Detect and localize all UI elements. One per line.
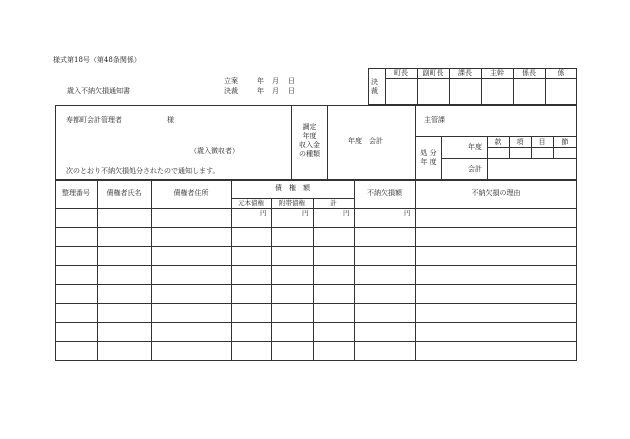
- yen-total: 円: [343, 209, 350, 217]
- role-senior-staff: 主幹: [490, 69, 504, 77]
- disposal-account-label: 会計: [468, 165, 482, 173]
- document-title: 歳入不納欠損通知書: [67, 87, 130, 95]
- revenue-label-3: 収入金: [299, 141, 320, 149]
- notice-text: 次のとおり不納欠損処分されたので通知します。: [66, 167, 220, 175]
- yen-incidental: 円: [302, 209, 309, 217]
- header-claim-amount: 債 権 額: [275, 184, 310, 192]
- yen-principal: 円: [260, 209, 267, 217]
- form-number: 様式第18号（第48条関係）: [53, 56, 141, 64]
- draft-day-unit: 日: [288, 77, 295, 85]
- code-kan: 款: [494, 138, 502, 146]
- code-moku: 目: [538, 138, 546, 146]
- decide-label: 決裁: [224, 87, 238, 95]
- yen-loss: 円: [404, 209, 411, 217]
- decide-day-unit: 日: [288, 87, 295, 95]
- code-kou: 項: [516, 138, 524, 146]
- role-unit-chief: 係長: [522, 69, 536, 77]
- decide-month-unit: 月: [272, 87, 279, 95]
- disposal-year-label: 年度: [468, 143, 482, 151]
- header-debtor-address: 債権者住所: [173, 189, 209, 197]
- draft-label: 立案: [224, 77, 238, 85]
- header-total: 計: [330, 199, 337, 207]
- revenue-label-2: 年度: [302, 132, 317, 140]
- approval-label: 決裁: [371, 78, 378, 95]
- role-section-chief: 課長: [458, 69, 472, 77]
- header-number: 整理番号: [62, 189, 90, 197]
- header-debtor-name: 債権者氏名: [106, 189, 142, 197]
- manager-sama: 様: [167, 116, 174, 124]
- header-loss-amount: 不納欠損額: [367, 189, 402, 197]
- role-mayor: 町長: [394, 69, 408, 77]
- header-principal: 元本債権: [238, 199, 264, 207]
- role-staff: 係: [557, 69, 565, 77]
- disposal-label-2: 年 度: [420, 158, 437, 166]
- draft-year-unit: 年: [257, 77, 264, 85]
- manager-label: 寿都町会計管理者: [66, 116, 122, 124]
- header-reason: 不納欠損の理由: [471, 189, 521, 197]
- header-incidental: 附帯債権: [279, 199, 305, 207]
- revenue-label-1: 調定: [302, 123, 317, 131]
- decide-year-unit: 年: [257, 87, 264, 95]
- disposal-label-1: 処 分: [420, 149, 437, 157]
- collector-label: （歳入徴収者）: [190, 147, 239, 155]
- revenue-label-4: の種類: [299, 150, 320, 158]
- draft-month-unit: 月: [272, 77, 279, 85]
- dept-label: 主管課: [424, 116, 445, 124]
- role-deputy-mayor: 副町長: [422, 69, 444, 77]
- revenue-value: 年度 会計: [348, 137, 383, 145]
- code-setsu: 節: [561, 138, 569, 146]
